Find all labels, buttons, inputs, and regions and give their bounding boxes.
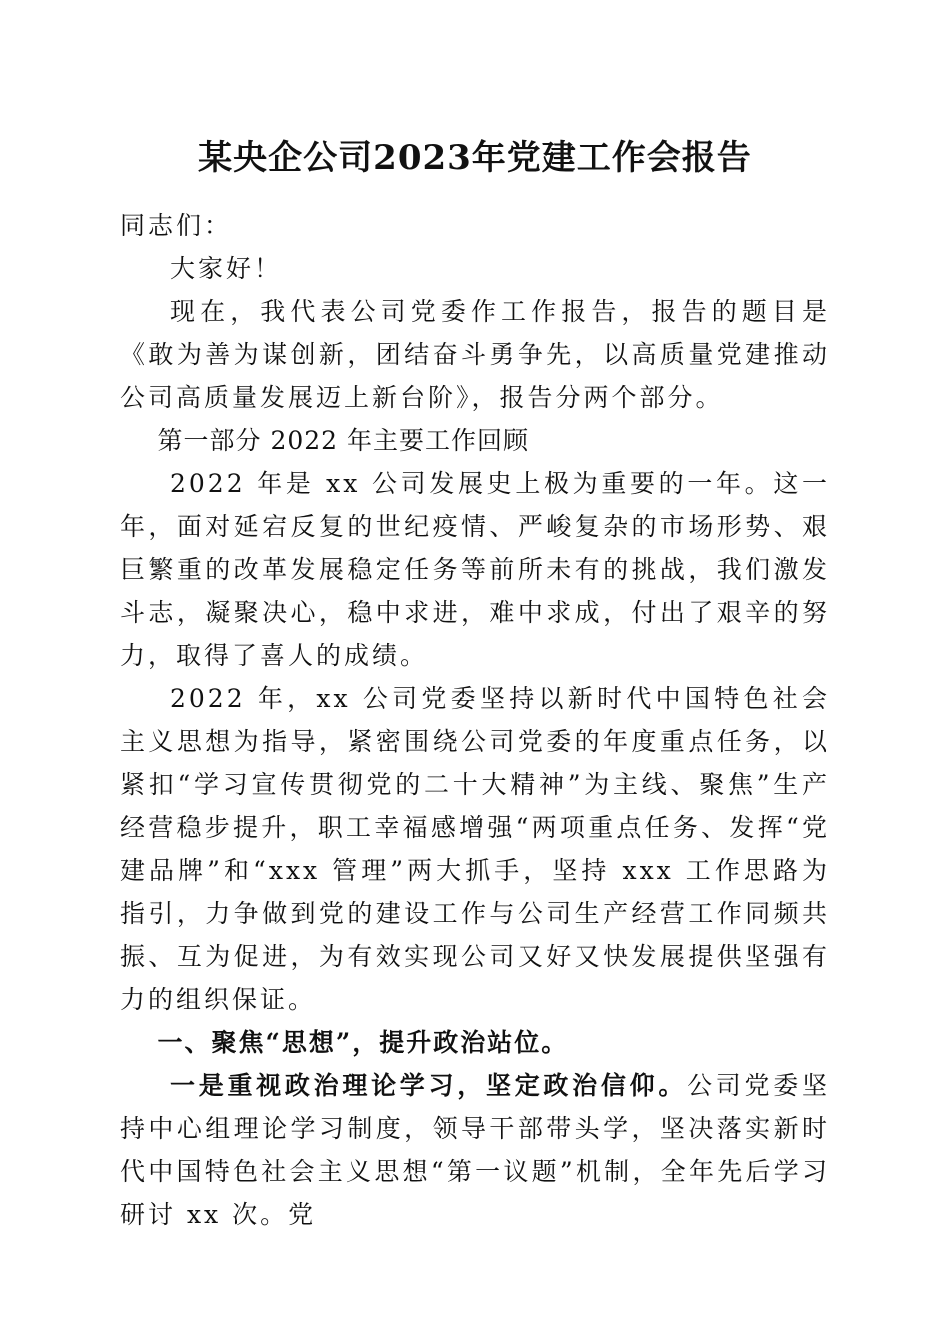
document-title: 某央企公司2023年党建工作会报告 (198, 138, 752, 178)
salutation: 同志们： (120, 211, 233, 240)
document-body (120, 204, 830, 1236)
section-one-heading: 一、聚焦“思想”，提升政治站位。 (157, 1028, 569, 1057)
greeting: 大家好！ (170, 254, 283, 283)
intro-paragraph: 现在，我代表公司党委作工作报告，报告的题目是《敢为善为谋创新，团结奋斗勇争先，以高质量党建推动公司高质量发展迈上新台阶》，报告分两个部分。 (120, 297, 830, 412)
review-paragraph: 2022 年是 xx 公司发展史上极为重要的一年。这一年，面对延宕反复的世纪疫情、严峻复杂的市场形势、艰巨繁重的改革发展稳定任务等前所未有的挑战，我们激发斗志，凝聚决心，稳中求进，难中求成，付出了艰辛的努力，取得了喜人的成绩。 (120, 469, 830, 670)
point-one-lead: 一是重视政治理论学习，坚定政治信仰。 (170, 1071, 688, 1100)
point-one-paragraph (120, 1064, 830, 1236)
committee-paragraph: 2022 年，xx 公司党委坚持以新时代中国特色社会主义思想为指导，紧密围绕公司党委的年度重点任务，以紧扣“学习宣传贯彻党的二十大精神”为主线、聚焦”生产经营稳步提升，职工幸福感增强“两项重点任务、发挥“党建品牌”和“xxx 管理”两大抓手，坚持 xxx 工作思路为指引，力争做到党的建设工作与公司生产经营工作同频共振、互为促进，为有效实现公司又好又快发展提供坚强有力的组织保证。 (120, 684, 830, 1014)
part-one-heading: 第一部分 2022 年主要工作回顾 (157, 426, 530, 455)
point-one-text: 公司党委坚持中心组理论学习制度，领导干部带头学，坚决落实新时代中国特色社会主义思想“第一议题”机制，全年先后学习研讨 xx 次。党 (120, 1071, 830, 1229)
